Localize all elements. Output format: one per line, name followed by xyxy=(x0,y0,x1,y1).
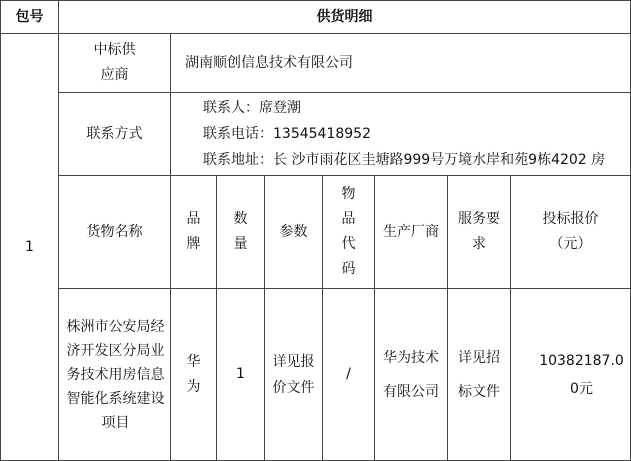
brand-value: 华为 xyxy=(170,288,217,461)
package-number: 1 xyxy=(0,33,59,461)
manufacturer-value: 华为技术有限公司 xyxy=(374,288,448,461)
contact-person: 联系人：席登潮 xyxy=(203,100,301,116)
quantity-value: 1 xyxy=(216,288,265,461)
contact-details xyxy=(170,92,631,176)
contact-label: 联系方式 xyxy=(58,92,171,176)
col-manufacturer: 生产厂商 xyxy=(374,175,448,289)
col-bid-price: 投标报价（元） xyxy=(510,175,631,289)
contact-address: 联系地址：长 沙市雨花区圭塘路999号万境水岸和苑9栋4202 房 xyxy=(203,152,606,168)
col-brand: 品牌 xyxy=(170,175,217,289)
col-goods-name: 货物名称 xyxy=(58,175,171,289)
service-value: 详见招标文件 xyxy=(447,288,511,461)
package-no-header: 包号 xyxy=(0,0,59,34)
contact-phone: 联系电话：13545418952 xyxy=(203,126,371,142)
item-code-value: / xyxy=(322,288,375,461)
supplier-label: 中标供应商 xyxy=(58,33,171,93)
col-quantity: 数量 xyxy=(216,175,265,289)
supply-detail-header: 供货明细 xyxy=(58,0,631,34)
col-parameters: 参数 xyxy=(264,175,323,289)
col-item-code: 物品代码 xyxy=(322,175,375,289)
supplier-name: 湖南顺创信息技术有限公司 xyxy=(170,33,631,93)
goods-name-value: 株洲市公安局经济开发区分局业务技术用房信息智能化系统建设项目 xyxy=(58,288,171,461)
bid-price-value: 10382187.00元 xyxy=(510,288,631,461)
parameters-value: 详见报价文件 xyxy=(264,288,323,461)
col-service: 服务要求 xyxy=(447,175,511,289)
